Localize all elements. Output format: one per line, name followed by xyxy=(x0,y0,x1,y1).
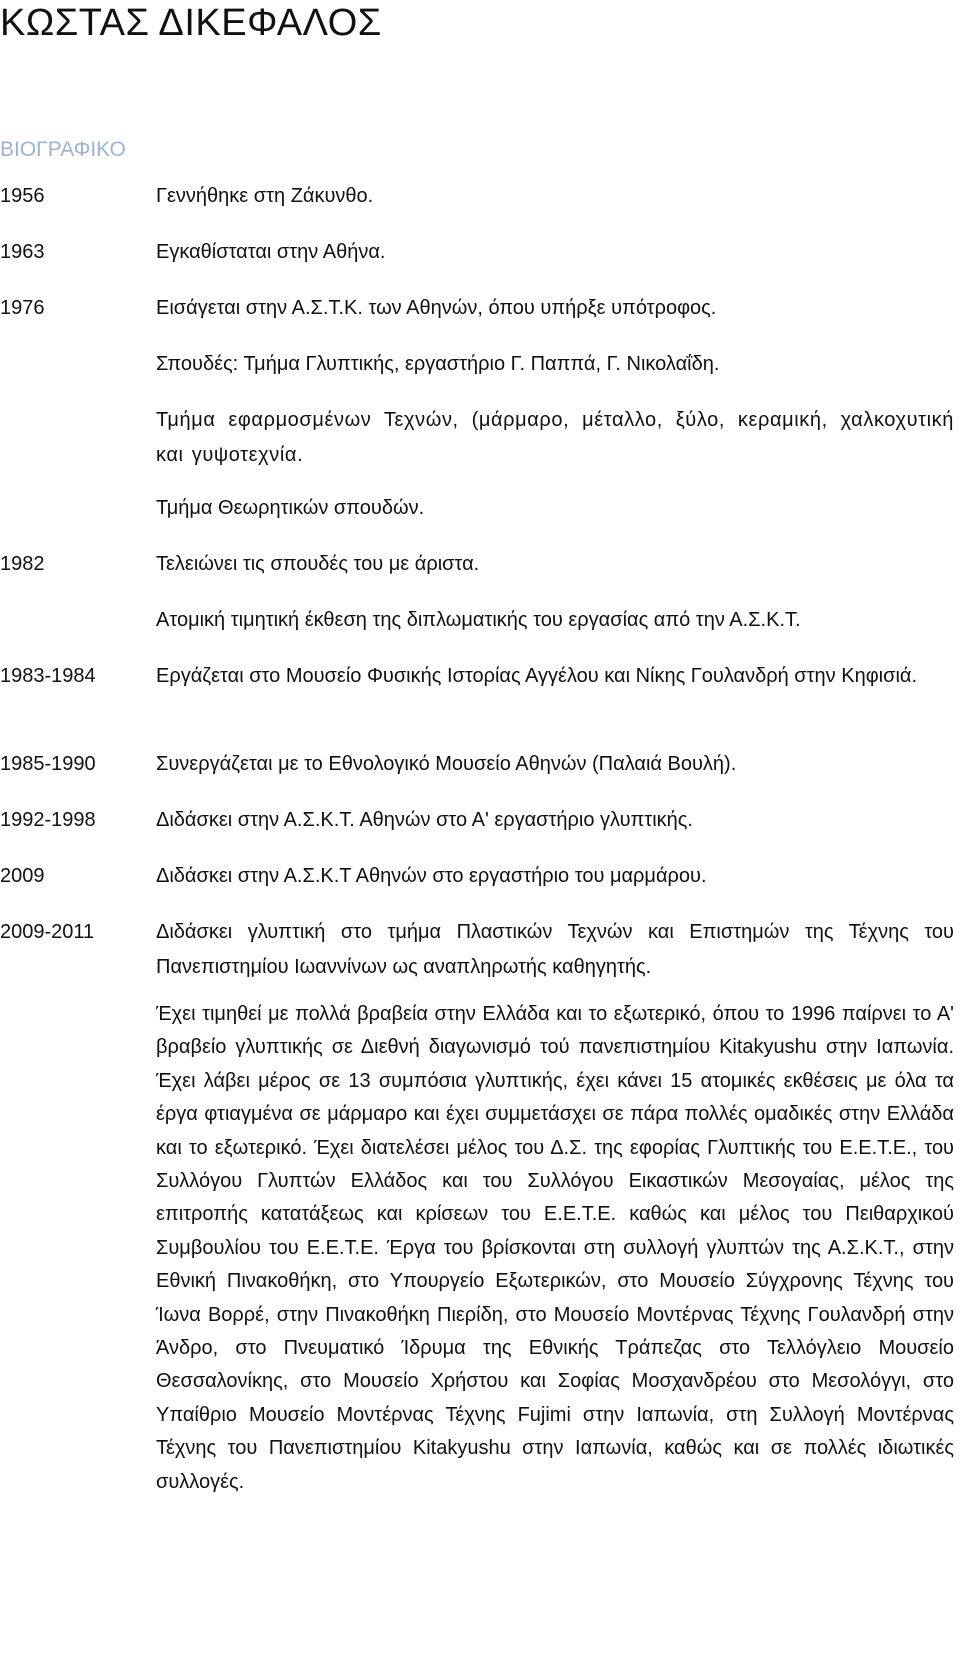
document-title: ΚΩΣΤΑΣ ΔΙΚΕΦΑΛΟΣ xyxy=(0,2,382,44)
timeline-entry-text: Γεννήθηκε στη Ζάκυνθο. xyxy=(156,184,374,207)
timeline-entry-text: Τμήμα εφαρμοσμένων Τεχνών, (μάρμαρο, μέταλλο, ξύλο, κεραμική, χαλκοχυτική και γυψοτεχνία. xyxy=(156,408,954,466)
timeline-entry-text: Τελειώνει τις σπουδές του με άριστα. xyxy=(156,552,480,575)
timeline-year: 1983-1984 xyxy=(0,665,96,687)
biography-paragraph: Έχει τιμηθεί με πολλά βραβεία στην Ελλάδα και το εξωτερικό, όπου το 1996 παίρνει το Α' βραβείο γλυπτικής σε Διεθνή διαγωνισμό τού πανεπιστημίου Kitakyushu στην Ιαπωνία. Έχει λάβει μέρος σε 13 συμπόσια γλυπτικής, έχει κάνει 15 ατομικές εκθέσεις με όλα τα έργα φτιαγμένα σε μάρμαρο και έχει συμμετάσχει σε πάρα πολλές ομαδικές στην Ελλάδα και το εξωτερικό. Έχει διατελέσει μέλος του Δ.Σ. της εφορίας Γλυπτικής του Ε.Ε.Τ.Ε., του Συλλόγου Γλυπτών Ελλάδος και του Συλλόγου Εικαστικών Μεσογαίας, μέλος της επιτροπής κατατάξεως και κρίσεων του Ε.Ε.Τ.Ε. καθώς και μέλος του Πειθαρχικού Συμβουλίου του Ε.Ε.Τ.Ε. Έργα του βρίσκονται στη συλλογή γλυπτών της Α.Σ.Κ.Τ., στην Εθνική Πινακοθήκη, στο Υπουργείο Εξωτερικών, στο Μουσείο Σύγχρονης Τέχνης του Ίωνα Βορρέ, στην Πινακοθήκη Πιερίδη, στο Μουσείο Μοντέρνας Τέχνης Γουλανδρή στην Άνδρο, στο Πνευματικό Ίδρυμα της Εθνικής Τράπεζας στο Τελλόγλειο Μουσείο Θεσσαλονίκης, στο Μουσείο Χρήστου και Σοφίας Μοσχανδρέου στο Μεσολόγγι, στο Υπαίθριο Μουσείο Μοντέρνας Τέχνης Fujimi στην Ιαπωνία, στη Συλλογή Μοντέρνας Τέχνης του Πανεπιστημίου Kitakyushu στην Ιαπωνία, καθώς και σε πολλές ιδιωτικές συλλογές. xyxy=(156,1003,954,1493)
timeline-year: 1963 xyxy=(0,241,45,263)
timeline-year: 1985-1990 xyxy=(0,753,96,775)
timeline-entry-text: Ατομική τιμητική έκθεση της διπλωματικής του εργασίας από την Α.Σ.Κ.Τ. xyxy=(156,608,801,631)
timeline-year: 2009 xyxy=(0,865,45,887)
timeline-entry-text: Τμήμα Θεωρητικών σπουδών. xyxy=(156,496,425,519)
timeline-entry-text: Εισάγεται στην Α.Σ.Τ.Κ. των Αθηνών, όπου υπήρξε υπότροφος. xyxy=(156,296,717,319)
timeline-entry-text: Εργάζεται στο Μουσείο Φυσικής Ιστορίας Αγγέλου και Νίκης Γουλανδρή στην Κηφισιά. xyxy=(156,664,918,687)
timeline-year: 1992-1998 xyxy=(0,809,96,831)
timeline-entry-text: Σπουδές: Τμήμα Γλυπτικής, εργαστήριο Γ. Παππά, Γ. Νικολαΐδη. xyxy=(156,352,720,375)
timeline-year: 1956 xyxy=(0,185,45,207)
section-heading-biography: ΒΙΟΓΡΑΦΙΚΟ xyxy=(0,138,126,161)
timeline-entry-text: Διδάσκει στην Α.Σ.Κ.Τ. Αθηνών στο Α' εργαστήριο γλυπτικής. xyxy=(156,808,693,831)
timeline-entry-text: Διδάσκει γλυπτική στο τμήμα Πλαστικών Τεχνών και Επιστημών της Τέχνης του Πανεπιστημίου Ιωαννίνων ως αναπληρωτής καθηγητής. xyxy=(156,920,954,978)
timeline-year: 1976 xyxy=(0,297,45,319)
timeline-entry-text: Εγκαθίσταται στην Αθήνα. xyxy=(156,240,386,263)
timeline-entry-text: Διδάσκει στην Α.Σ.Κ.Τ Αθηνών στο εργαστήριο του μαρμάρου. xyxy=(156,864,707,887)
timeline-year: 1982 xyxy=(0,553,45,575)
timeline-entry-text: Συνεργάζεται με το Εθνολογικό Μουσείο Αθηνών (Παλαιά Βουλή). xyxy=(156,752,737,775)
timeline-year: 2009-2011 xyxy=(0,921,95,943)
